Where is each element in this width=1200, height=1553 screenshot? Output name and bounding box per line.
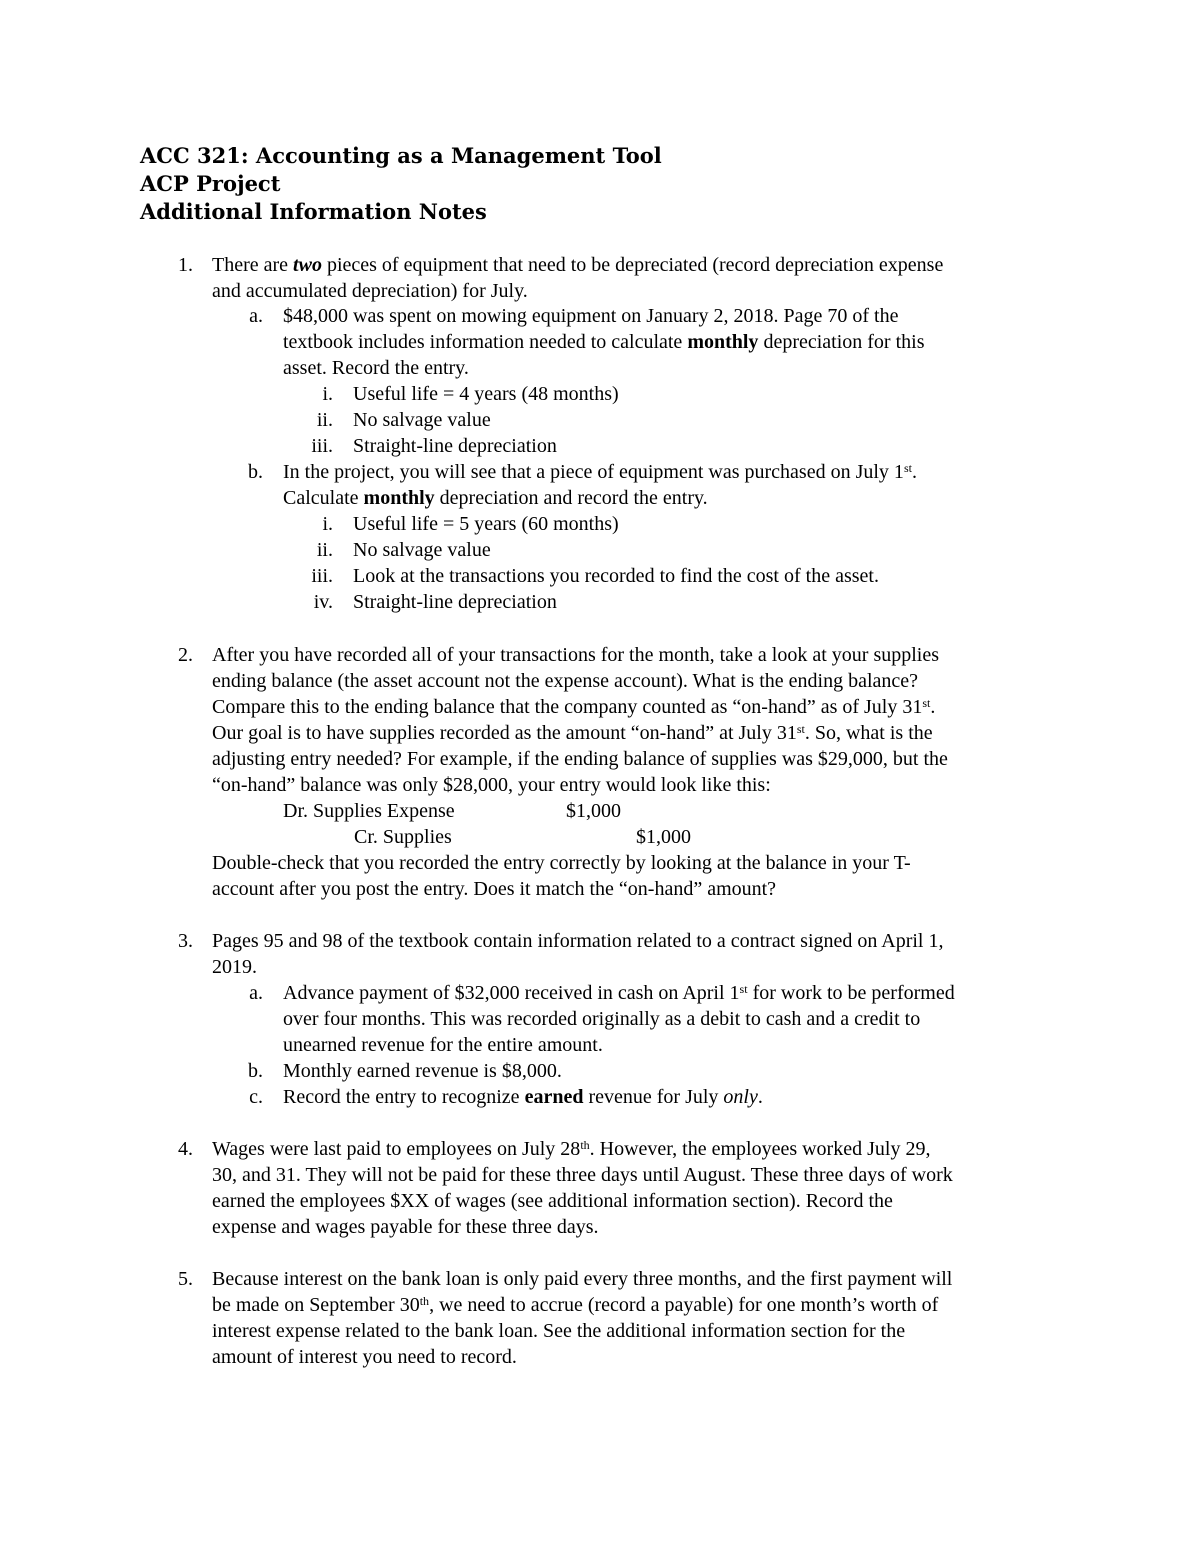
item-1a-line: $48,000 was spent on mowing equipment on January 2, 2018. Page 70 of the xyxy=(283,305,899,327)
item-4-line xyxy=(212,1136,930,1162)
emphasis-two: two xyxy=(293,254,322,276)
text-span: for work to be performed xyxy=(747,982,955,1004)
course-title: ACC 321: Accounting as a Management Tool xyxy=(140,143,662,168)
ordinal-suffix: th xyxy=(419,1294,430,1308)
roman-marker: iv. xyxy=(313,591,333,613)
text-span: Record the entry to recognize xyxy=(283,1086,525,1108)
emphasis-monthly: monthly xyxy=(687,331,759,353)
item-2-line xyxy=(212,720,933,746)
text-span: In the project, you will see that a piece of equipment was purchased on July 1 xyxy=(283,461,904,483)
emphasis-earned: earned xyxy=(524,1086,584,1108)
sub-marker-a: a. xyxy=(249,305,263,327)
text-span: Our goal is to have supplies recorded as the amount “on-hand” at July 31 xyxy=(212,722,797,744)
roman-marker: iii. xyxy=(311,435,333,457)
text-span: . So, what is the xyxy=(804,722,933,744)
item-4-line: 30, and 31. They will not be paid for these three days until August. These three days of work xyxy=(212,1164,953,1186)
text-span: . xyxy=(757,1086,763,1108)
item-number-2: 2. xyxy=(178,644,193,666)
text-span: , we need to accrue (record a payable) for one month’s worth of xyxy=(429,1294,939,1316)
journal-credit-label: Cr. Supplies xyxy=(354,826,452,848)
item-1b-line xyxy=(283,459,917,485)
sub-marker-b: b. xyxy=(248,1060,263,1082)
item-3-line: 2019. xyxy=(212,956,257,978)
project-title: ACP Project xyxy=(140,171,281,196)
text-span: revenue for July xyxy=(583,1086,724,1108)
sub-marker-a: a. xyxy=(249,982,263,1004)
section-title: Additional Information Notes xyxy=(140,199,487,224)
text-span: pieces of equipment that need to be depreciated (record depreciation expense xyxy=(321,254,944,276)
text-span: Compare this to the ending balance that the company counted as “on-hand” as of July 31 xyxy=(212,696,923,718)
item-4-line: expense and wages payable for these three days. xyxy=(212,1216,599,1238)
item-number-4: 4. xyxy=(178,1138,193,1160)
roman-marker: i. xyxy=(322,513,333,535)
item-4-line: earned the employees $XX of wages (see additional information section). Record the xyxy=(212,1190,893,1212)
item-1a-line xyxy=(283,329,925,355)
item-1b-i: Useful life = 5 years (60 months) xyxy=(353,513,619,535)
item-3a-line: unearned revenue for the entire amount. xyxy=(283,1034,603,1056)
text-span: . xyxy=(911,461,917,483)
item-1b-iii: Look at the transactions you recorded to find the cost of the asset. xyxy=(353,565,879,587)
text-span: Advance payment of $32,000 received in cash on April 1 xyxy=(283,982,740,1004)
item-5-line xyxy=(212,1292,938,1318)
text-span: Calculate xyxy=(283,487,364,509)
item-1a-iii: Straight-line depreciation xyxy=(353,435,557,457)
sub-marker-c: c. xyxy=(249,1086,263,1108)
item-3c-line xyxy=(283,1084,763,1110)
item-2-line: After you have recorded all of your transactions for the month, take a look at your supplies xyxy=(212,644,940,666)
item-1a-line: asset. Record the entry. xyxy=(283,357,469,379)
emphasis-only: only xyxy=(723,1086,758,1108)
text-span: textbook includes information needed to calculate xyxy=(283,331,688,353)
item-2-line: Double-check that you recorded the entry correctly by looking at the balance in your T- xyxy=(212,852,911,874)
ordinal-suffix: st xyxy=(739,982,748,996)
text-span: There are xyxy=(212,254,294,276)
emphasis-monthly: monthly xyxy=(363,487,435,509)
item-number-5: 5. xyxy=(178,1268,193,1290)
ordinal-suffix: st xyxy=(922,696,931,710)
roman-marker: ii. xyxy=(316,539,333,561)
ordinal-suffix: th xyxy=(580,1138,590,1152)
text-span: . However, the employees worked July 29, xyxy=(589,1138,931,1160)
sub-marker-b: b. xyxy=(248,461,263,483)
roman-marker: iii. xyxy=(311,565,333,587)
journal-credit-amount: $1,000 xyxy=(636,826,691,848)
item-2-line: “on-hand” balance was only $28,000, your entry would look like this: xyxy=(212,774,771,796)
item-number-3: 3. xyxy=(178,930,193,952)
item-5-line: interest expense related to the bank loan. See the additional information section for the xyxy=(212,1320,906,1342)
item-2-line: ending balance (the asset account not the expense account). What is the ending balance? xyxy=(212,670,919,692)
item-1a-ii: No salvage value xyxy=(353,409,491,431)
item-2-line xyxy=(212,694,935,720)
item-1b-iv: Straight-line depreciation xyxy=(353,591,557,613)
item-5-line: amount of interest you need to record. xyxy=(212,1346,517,1368)
journal-debit-amount: $1,000 xyxy=(566,800,621,822)
item-1b-line xyxy=(283,485,708,511)
item-3a-line xyxy=(283,980,955,1006)
text-span: depreciation for this xyxy=(758,331,925,353)
item-2-line: adjusting entry needed? For example, if the ending balance of supplies was $29,000, but the xyxy=(212,748,948,770)
ordinal-suffix: st xyxy=(796,722,805,736)
text-span: Wages were last paid to employees on July 28 xyxy=(212,1138,581,1160)
text-span: depreciation and record the entry. xyxy=(434,487,708,509)
item-3a-line: over four months. This was recorded originally as a debit to cash and a credit to xyxy=(283,1008,921,1030)
item-5-line: Because interest on the bank loan is only paid every three months, and the first payment will xyxy=(212,1268,953,1290)
roman-marker: i. xyxy=(322,383,333,405)
item-1-line xyxy=(212,252,943,278)
item-number-1: 1. xyxy=(178,254,193,276)
ordinal-suffix: st xyxy=(903,461,912,475)
item-3-line: Pages 95 and 98 of the textbook contain information related to a contract signed on April 1, xyxy=(212,930,944,952)
item-3b-line: Monthly earned revenue is $8,000. xyxy=(283,1060,562,1082)
text-span: be made on September 30 xyxy=(212,1294,420,1316)
item-1a-i: Useful life = 4 years (48 months) xyxy=(353,383,619,405)
text-span: . xyxy=(930,696,936,718)
item-1-line: and accumulated depreciation) for July. xyxy=(212,280,528,302)
item-1b-ii: No salvage value xyxy=(353,539,491,561)
roman-marker: ii. xyxy=(316,409,333,431)
item-2-line: account after you post the entry. Does it match the “on-hand” amount? xyxy=(212,878,777,900)
journal-debit-label: Dr. Supplies Expense xyxy=(283,800,455,822)
